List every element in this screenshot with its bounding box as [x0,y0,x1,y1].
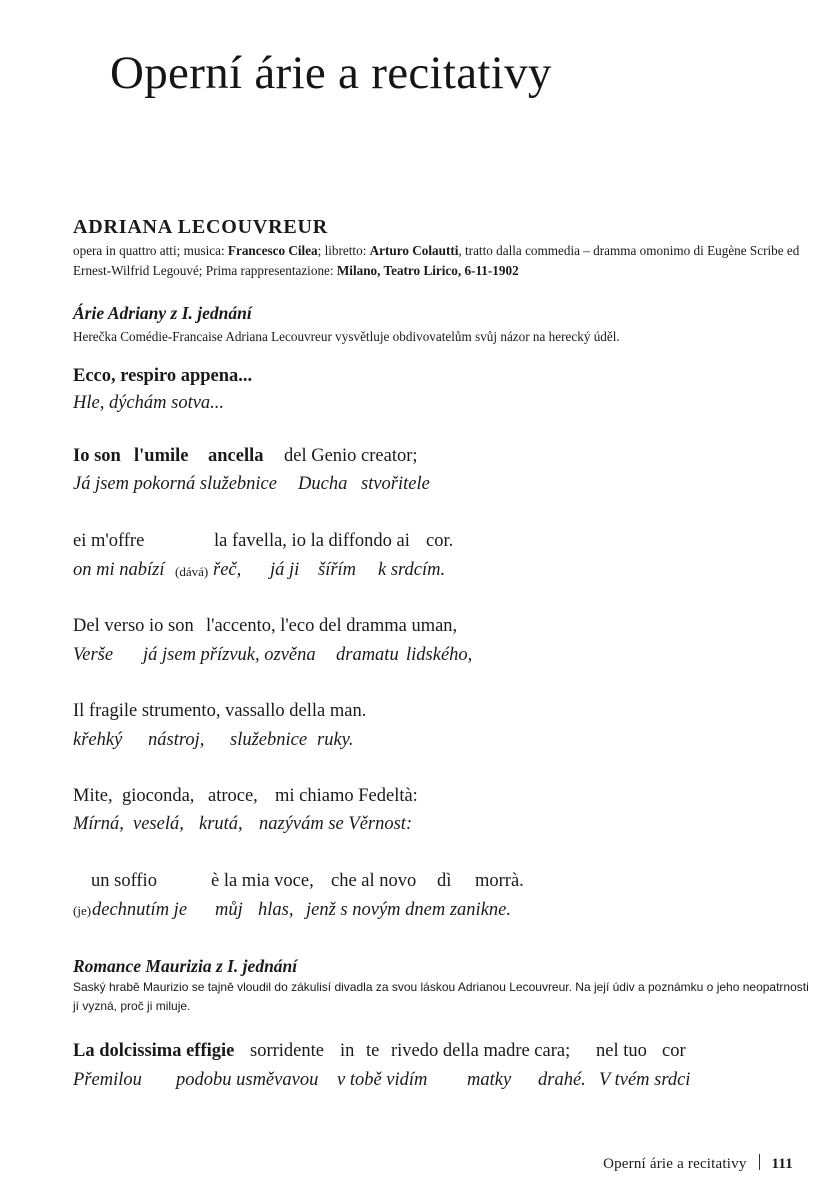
verse-word: služebnice [230,730,308,750]
section-title-adriana: Árie Adriany z I. jednání [73,303,252,323]
verse-word: Mírná, [73,814,124,834]
footer-title: Operní árie a recitativy [603,1156,747,1172]
verse-word: ancella [208,446,264,466]
verse-word: můj [215,900,243,920]
verse-word: cor. [426,531,454,551]
verse-word: V tvém srdci [599,1070,691,1090]
verse-word: nel tuo [596,1041,647,1061]
opera-credits: opera in quattro atti; musica: Francesco Cilea; libretto: Arturo Colautti, tratto dalla commedia – dramma omonimo di Eugène Scribe ed Ernest-Wilfrid Legouvé; Prima rappresentazione: Milano, Teatro Lirico, 6-11-1902 [73,243,800,278]
verse-word: k srdcím. [378,560,446,580]
verse-word: dechnutím je [92,900,188,920]
verse-word: l'accento, l'eco del dramma uman, [206,616,458,636]
verse-word: è la mia voce, [211,871,314,891]
verse-word: šířím [318,560,357,580]
footer-separator [759,1154,760,1170]
page-title: Operní árie a recitativy [110,47,552,99]
opera-title: ADRIANA LECOUVREUR [73,216,328,238]
verse-word: un soffio [91,871,157,891]
verse-word: já ji [270,560,300,580]
verse-word: Del verso io son [73,616,194,636]
verse-word: che al novo [331,871,417,891]
librettist: Arturo Colautti [369,243,459,258]
section-description-adriana: Herečka Comédie-Francaise Adriana Lecouvreur vysvětluje obdivovatelům svůj názor na herecký úděl. [73,329,620,344]
verse-word: La dolcissima effigie [73,1041,235,1061]
page-number: 111 [771,1156,793,1172]
verse-word: gioconda, [122,786,195,806]
verse-word: v tobě vidím [337,1070,428,1090]
verse-word: in [340,1041,355,1061]
verse-word: dì [437,871,452,891]
verse-word: jenž s novým dnem zanikne. [306,900,511,920]
verse-word: cor [662,1041,686,1061]
verse-word: drahé. [538,1070,586,1090]
verse-word: já jsem přízvuk, ozvěna [143,645,316,665]
verse-word: podobu usměvavou [176,1070,319,1090]
verse-word: křehký [73,730,123,750]
section-description-maurizio: Saský hrabě Maurizio se tajně vloudil do zákulisí divadla za svou láskou Adrianou Lecouvreur. Na její údiv a poznámku o jeho neopatrnosti jí vyzná, proč ji miluje. [73,980,809,1013]
verse-word: dramatu [336,645,399,665]
verse-word: sorridente [250,1041,324,1061]
verse-word: nazývám se Věrnost: [259,814,413,834]
verse-word: te [366,1041,380,1061]
verse-word: l'umile [134,446,189,466]
verse-word: morrà. [475,871,524,891]
verse-word: atroce, [208,786,258,806]
verse-word: la favella, io la diffondo ai [214,531,410,551]
composer: Francesco Cilea [227,243,318,258]
aria-title-czech: Hle, dýchám sotva... [73,393,225,413]
premiere: Milano, Teatro Lirico, 6-11-1902 [336,263,519,278]
aria-title-italian: Ecco, respiro appena... [73,366,253,386]
verse-word: hlas, [258,900,294,920]
verse-word: krutá, [199,814,243,834]
verse-word: on mi nabízí [73,560,165,580]
verse-word: ruky. [317,730,354,750]
verse-word: Io son [73,446,121,466]
verse-word: rivedo della madre cara; [391,1041,571,1061]
verse-word: veselá, [133,814,184,834]
verse-word: (je) [73,903,92,918]
verse-word: ei m'offre [73,531,145,551]
verse-word: del Genio creator; [284,446,418,466]
section-title-maurizio: Romance Maurizia z I. jednání [73,956,298,976]
verse-word: matky [467,1070,512,1090]
verse-word: řeč, [213,560,242,580]
verse-word: Il fragile strumento, vassallo della man. [73,701,367,721]
page-footer [603,1154,793,1173]
verse-word: Mite, [73,786,113,806]
verse-word: mi chiamo Fedeltà: [275,786,418,806]
verse-word: Verše [73,645,114,665]
verse-word: Ducha [298,474,348,494]
verse-word: lidského, [406,645,473,665]
verse-word: Já jsem pokorná služebnice [73,474,277,494]
verse-word: nástroj, [148,730,205,750]
verse-word: stvořitele [361,474,430,494]
verse-word: (dává) [175,564,209,579]
verse-word: Přemilou [73,1070,142,1090]
